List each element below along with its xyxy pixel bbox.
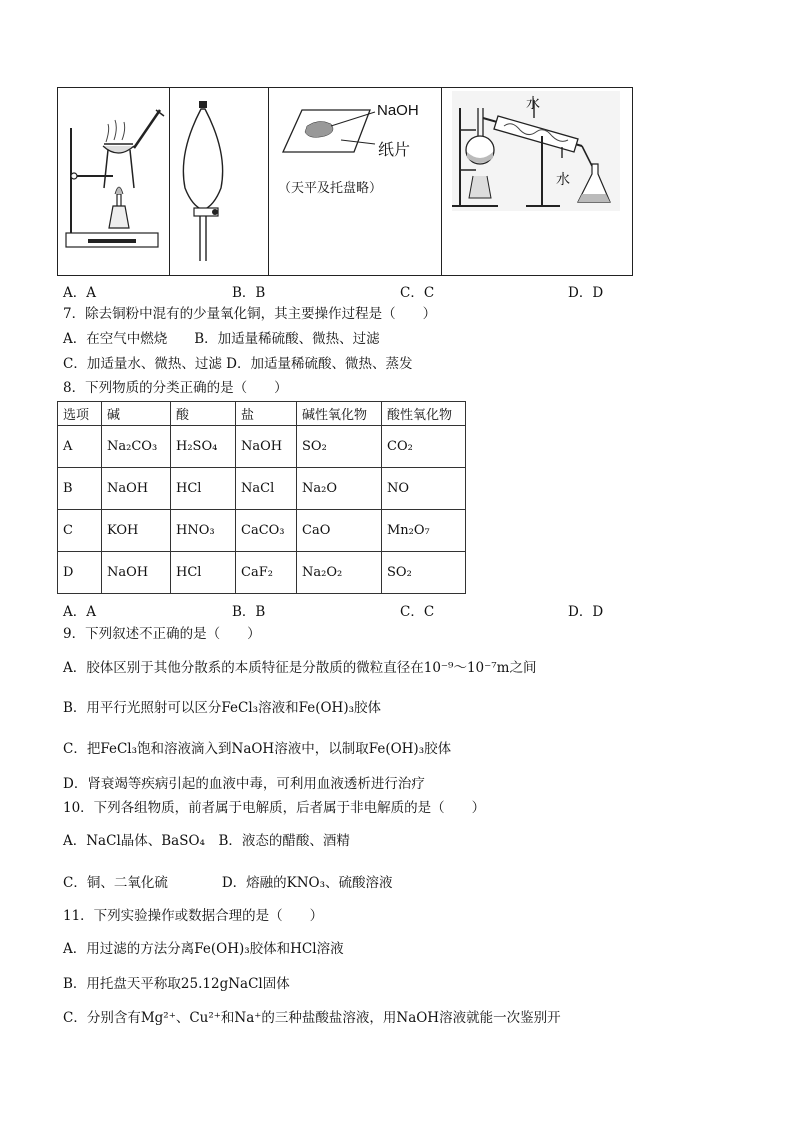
table-cell: CaCO₃ bbox=[236, 510, 297, 552]
table-cell: HNO₃ bbox=[171, 510, 236, 552]
q10-stem: 10．下列各组物质，前者属于电解质，后者属于非电解质的是（ ） bbox=[63, 800, 486, 816]
header-salt: 盐 bbox=[236, 402, 297, 426]
row-label: C bbox=[58, 510, 102, 552]
header-acidic-oxide: 酸性氧化物 bbox=[382, 402, 466, 426]
apparatus-a-evaporation bbox=[58, 88, 170, 275]
q6-option-a: A．A bbox=[63, 285, 96, 301]
q11-option-b: B．用托盘天平称取25.12gNaCl固体 bbox=[63, 976, 290, 992]
q7-options-ab: A．在空气中燃烧 B．加适量稀硫酸、微热、过滤 bbox=[63, 331, 380, 347]
table-cell: HCl bbox=[171, 552, 236, 594]
table-cell: NO bbox=[382, 468, 466, 510]
header-option: 选项 bbox=[58, 402, 102, 426]
table-cell: SO₂ bbox=[382, 552, 466, 594]
q8-classification-table bbox=[57, 401, 466, 594]
q11-option-c: C．分别含有Mg²⁺、Cu²⁺和Na⁺的三种盐酸盐溶液，用NaOH溶液就能一次鉴别开 bbox=[63, 1010, 561, 1026]
water-inlet-label: 水 bbox=[556, 172, 570, 188]
q9-option-b: B．用平行光照射可以区分FeCl₃溶液和Fe(OH)₃胶体 bbox=[63, 700, 382, 716]
q8-option-d: D．D bbox=[568, 604, 604, 620]
apparatus-figure bbox=[57, 87, 633, 276]
q9-option-c: C．把FeCl₃饱和溶液滴入到NaOH溶液中，以制取Fe(OH)₃胶体 bbox=[63, 741, 452, 757]
separatory-funnel-drawing bbox=[170, 88, 268, 275]
q6-option-d: D．D bbox=[568, 285, 604, 301]
q6-option-c: C．C bbox=[400, 285, 435, 301]
row-label: D bbox=[58, 552, 102, 594]
header-base: 碱 bbox=[102, 402, 171, 426]
header-acid: 酸 bbox=[171, 402, 236, 426]
q7-options-cd: C．加适量水、微热、过滤 D．加适量稀硫酸、微热、蒸发 bbox=[63, 356, 413, 372]
apparatus-b-separatory-funnel bbox=[170, 88, 269, 275]
table-cell: HCl bbox=[171, 468, 236, 510]
table-row bbox=[58, 468, 466, 510]
q6-option-b: B．B bbox=[232, 285, 266, 301]
table-cell: KOH bbox=[102, 510, 171, 552]
row-label: B bbox=[58, 468, 102, 510]
q10-options-cd: C．铜、二氧化硫 D．熔融的KNO₃、硫酸溶液 bbox=[63, 875, 393, 891]
table-cell: Na₂O₂ bbox=[297, 552, 382, 594]
table-cell: NaCl bbox=[236, 468, 297, 510]
table-row bbox=[58, 552, 466, 594]
q8-option-b: B．B bbox=[232, 604, 266, 620]
water-outlet-label: 水 bbox=[526, 96, 540, 112]
table-cell: NaOH bbox=[102, 468, 171, 510]
table-cell: H₂SO₄ bbox=[171, 426, 236, 468]
paper-label: 纸片 bbox=[378, 140, 411, 159]
q11-option-a: A．用过滤的方法分离Fe(OH)₃胶体和HCl溶液 bbox=[63, 941, 344, 957]
table-cell: CaO bbox=[297, 510, 382, 552]
q8-option-a: A．A bbox=[63, 604, 96, 620]
distillation-setup-drawing bbox=[442, 88, 632, 275]
table-cell: NaOH bbox=[236, 426, 297, 468]
table-cell: Na₂O bbox=[297, 468, 382, 510]
q8-option-c: C．C bbox=[400, 604, 435, 620]
table-cell: Mn₂O₇ bbox=[382, 510, 466, 552]
table-row bbox=[58, 426, 466, 468]
q9-option-d: D．肾衰竭等疾病引起的血液中毒，可利用血液透析进行治疗 bbox=[63, 776, 425, 792]
q9-option-a: A．胶体区别于其他分散系的本质特征是分散质的微粒直径在10⁻⁹～10⁻⁷m之间 bbox=[63, 660, 537, 676]
header-basic-oxide: 碱性氧化物 bbox=[297, 402, 382, 426]
table-header-row bbox=[58, 402, 466, 426]
table-cell: CO₂ bbox=[382, 426, 466, 468]
q7-stem: 7．除去铜粉中混有的少量氧化铜，其主要操作过程是（ ） bbox=[63, 306, 437, 322]
evaporation-setup-drawing bbox=[58, 88, 169, 275]
row-label: A bbox=[58, 426, 102, 468]
q10-options-ab: A．NaCl晶体、BaSO₄ B．液态的醋酸、酒精 bbox=[63, 833, 350, 849]
q11-stem: 11．下列实验操作或数据合理的是（ ） bbox=[63, 908, 324, 924]
q9-stem: 9．下列叙述不正确的是（ ） bbox=[63, 626, 261, 642]
table-cell: CaF₂ bbox=[236, 552, 297, 594]
table-row bbox=[58, 510, 466, 552]
apparatus-c-weighing-naoh bbox=[269, 88, 442, 275]
table-cell: Na₂CO₃ bbox=[102, 426, 171, 468]
table-cell: SO₂ bbox=[297, 426, 382, 468]
table-cell: NaOH bbox=[102, 552, 171, 594]
apparatus-d-distillation bbox=[442, 88, 632, 275]
q8-stem: 8．下列物质的分类正确的是（ ） bbox=[63, 380, 288, 396]
naoh-label: NaOH bbox=[377, 102, 419, 119]
balance-omitted-note: （天平及托盘略） bbox=[278, 181, 383, 196]
